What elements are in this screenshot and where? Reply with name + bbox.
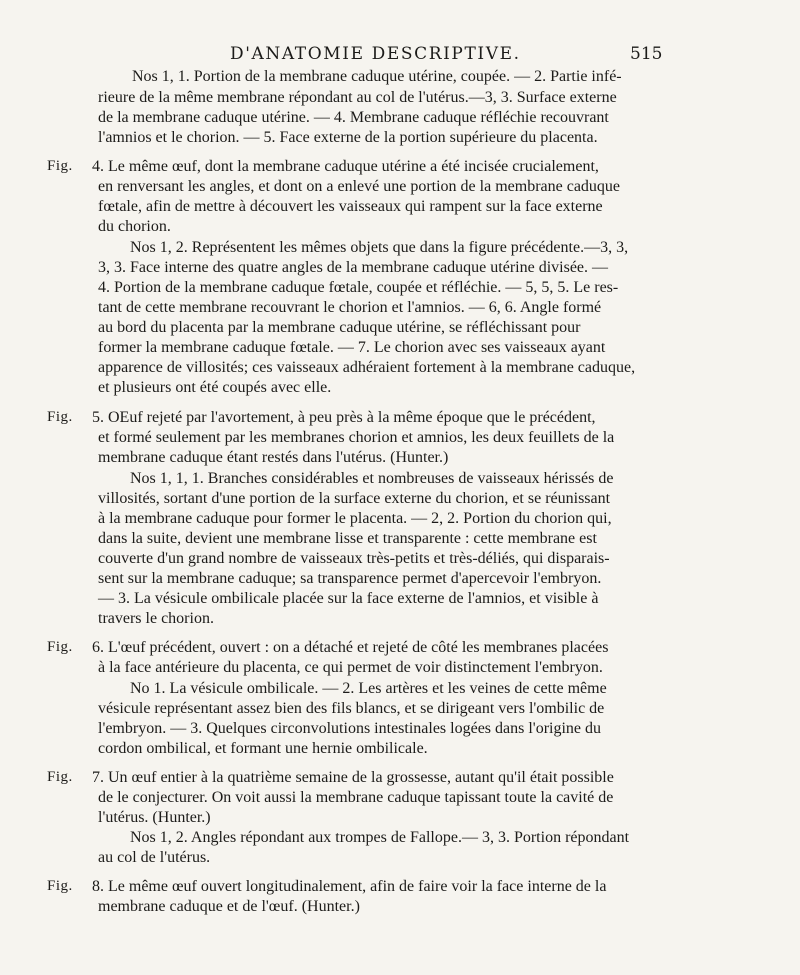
figure-caption-line: 6. L'œuf précédent, ouvert : on a détaché et rejeté de côté les membranes placées xyxy=(92,639,609,656)
figure-caption-line: membrane caduque étant restés dans l'utérus. (Hunter.) xyxy=(98,449,449,466)
text-line: — 3. La vésicule ombilicale placée sur la face externe de l'amnios, et visible à xyxy=(98,590,599,607)
text-line: Nos 1, 2. Représentent les mêmes objets que dans la figure précédente.—3, 3, xyxy=(130,239,629,256)
figure-caption-line: du chorion. xyxy=(98,218,171,235)
text-line: Nos 1, 2. Angles répondant aux trompes de Fallope.— 3, 3. Portion répondant xyxy=(130,829,630,846)
figure-label: Fig. xyxy=(47,639,73,655)
figure-label: Fig. xyxy=(47,409,73,425)
text-line: dans la suite, devient une membrane lisse et transparente : cette membrane est xyxy=(98,530,597,547)
page-number: 515 xyxy=(630,44,663,64)
text-line: 3, 3. Face interne des quatre angles de la membrane caduque utérine divisée. — xyxy=(98,259,609,276)
figure-caption-line: à la face antérieure du placenta, ce qui permet de voir distinctement l'embryon. xyxy=(98,659,603,676)
figure-caption-line: 7. Un œuf entier à la quatrième semaine de la grossesse, autant qu'il était possible xyxy=(92,769,614,786)
text-line: Nos 1, 1, 1. Branches considérables et nombreuses de vaisseaux hérissés de xyxy=(130,470,614,487)
text-line: villosités, sortant d'une portion de la surface externe du chorion, et se réunissant xyxy=(98,490,611,507)
figure-caption-line: membrane caduque et de l'œuf. (Hunter.) xyxy=(98,898,360,915)
figure-label: Fig. xyxy=(47,158,73,174)
text-line: travers le chorion. xyxy=(98,610,214,627)
figure-caption-line: de le conjecturer. On voit aussi la membrane caduque tapissant toute la cavité de xyxy=(98,789,614,806)
text-line: No 1. La vésicule ombilicale. — 2. Les artères et les veines de cette même xyxy=(130,680,607,697)
figure-caption-line: 4. Le même œuf, dont la membrane caduque utérine a été incisée crucialement, xyxy=(92,158,599,175)
text-line: 4. Portion de la membrane caduque fœtale, coupée et réfléchie. — 5, 5, 5. Le res- xyxy=(98,279,619,296)
text-line: couverte d'un grand nombre de vaisseaux très-petits et très-déliés, qui disparais- xyxy=(98,550,610,567)
text-line: à la membrane caduque pour former le placenta. — 2, 2. Portion du chorion qui, xyxy=(98,510,612,527)
text-line: rieure de la même membrane répondant au col de l'utérus.—3, 3. Surface externe xyxy=(98,89,617,106)
text-line: l'amnios et le chorion. — 5. Face externe de la portion supérieure du placenta. xyxy=(98,129,598,146)
figure-label: Fig. xyxy=(47,769,73,785)
text-line: au col de l'utérus. xyxy=(98,849,211,866)
figure-caption-line: 5. OEuf rejeté par l'avortement, à peu près à la même époque que le précédent, xyxy=(92,409,596,426)
page-header xyxy=(0,44,800,68)
text-line: apparence de villosités; ces vaisseaux adhéraient fortement à la membrane caduque, xyxy=(98,359,636,376)
text-line: l'embryon. — 3. Quelques circonvolutions intestinales logées dans l'origine du xyxy=(98,720,602,737)
text-line: former la membrane caduque fœtale. — 7. Le chorion avec ses vaisseaux ayant xyxy=(98,339,606,356)
text-line: et plusieurs ont été coupés avec elle. xyxy=(98,379,332,396)
text-line: cordon ombilical, et formant une hernie ombilicale. xyxy=(98,740,428,757)
text-line: de la membrane caduque utérine. — 4. Membrane caduque réfléchie recouvrant xyxy=(98,109,609,126)
running-title: D'ANATOMIE DESCRIPTIVE. xyxy=(230,44,521,64)
figure-caption-line: 8. Le même œuf ouvert longitudinalement, afin de faire voir la face interne de la xyxy=(92,878,607,895)
figure-caption-line: fœtale, afin de mettre à découvert les vaisseaux qui rampent sur la face externe xyxy=(98,198,603,215)
text-line: vésicule représentant assez bien des fils blancs, et se dirigeant vers l'ombilic de xyxy=(98,700,605,717)
figure-caption-line: en renversant les angles, et dont on a enlevé une portion de la membrane caduque xyxy=(98,178,621,195)
figure-caption-line: et formé seulement par les membranes chorion et amnios, les deux feuillets de la xyxy=(98,429,615,446)
figure-caption-line: l'utérus. (Hunter.) xyxy=(98,809,211,826)
text-line: au bord du placenta par la membrane caduque utérine, se réfléchissant pour xyxy=(98,319,581,336)
text-line: Nos 1, 1. Portion de la membrane caduque utérine, coupée. — 2. Partie infé- xyxy=(132,68,622,85)
text-line: tant de cette membrane recouvrant le chorion et l'amnios. — 6, 6. Angle formé xyxy=(98,299,602,316)
text-line: sent sur la membrane caduque; sa transparence permet d'apercevoir l'embryon. xyxy=(98,570,602,587)
figure-label: Fig. xyxy=(47,878,73,894)
